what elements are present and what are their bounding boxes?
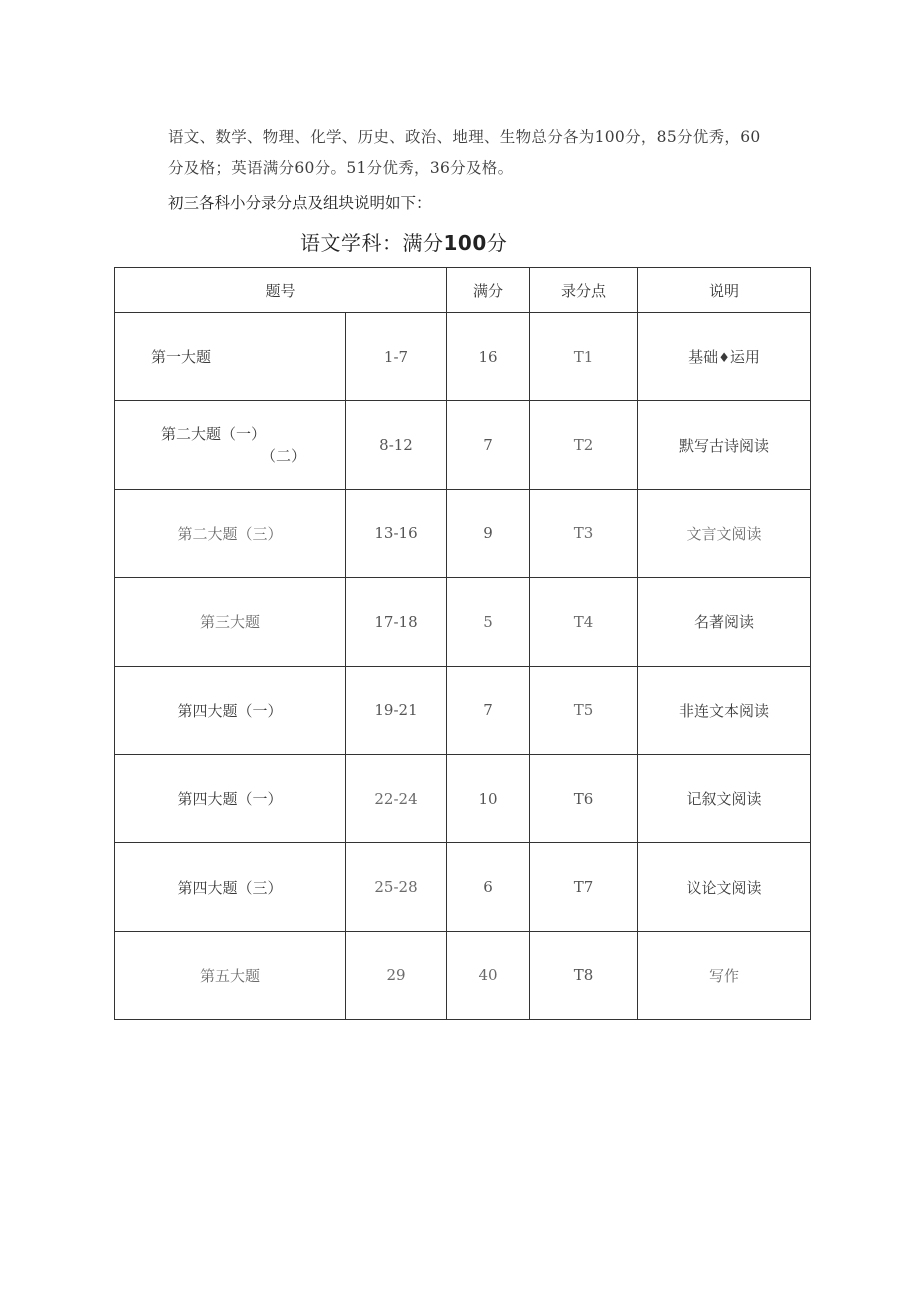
- cell-full: 9: [447, 489, 530, 577]
- header-description: 说明: [638, 268, 811, 313]
- intro-line-1: 语文、数学、物理、化学、历史、政治、地理、生物总分各为100分，85分优秀，60: [168, 128, 761, 146]
- cell-desc: 议论文阅读: [638, 843, 811, 931]
- cell-section-line-1: 第二大题（一）: [161, 425, 267, 444]
- table-title-suffix: 分: [486, 231, 508, 255]
- cell-desc: 非连文本阅读: [638, 666, 811, 754]
- cell-desc: 名著阅读: [638, 578, 811, 666]
- cell-entry: T1: [530, 313, 638, 401]
- cell-full: 5: [447, 578, 530, 666]
- cell-entry: T6: [530, 754, 638, 842]
- cell-entry: T2: [530, 401, 638, 489]
- cell-range: 17-18: [346, 578, 447, 666]
- cell-desc: [638, 313, 811, 401]
- cell-section-line-2: （二）: [261, 447, 307, 466]
- cell-section: 第四大题（三）: [115, 843, 346, 931]
- cell-entry: T4: [530, 578, 638, 666]
- table-row: [115, 666, 811, 754]
- cell-full: 16: [447, 313, 530, 401]
- cell-desc: 文言文阅读: [638, 489, 811, 577]
- table-title-prefix: 语文学科：满分: [300, 231, 444, 255]
- cell-section: 第二大题（三）: [115, 489, 346, 577]
- cell-range: 22-24: [346, 754, 447, 842]
- cell-entry: T7: [530, 843, 638, 931]
- table-title-score: 100: [443, 231, 487, 255]
- header-full-score: 满分: [447, 268, 530, 313]
- cell-desc-part-b: 运用: [729, 348, 760, 367]
- cell-desc: 记叙文阅读: [638, 754, 811, 842]
- cell-range: 25-28: [346, 843, 447, 931]
- cell-entry: T8: [530, 931, 638, 1019]
- diamond-icon: ♦: [718, 351, 730, 367]
- table-title: [300, 228, 507, 258]
- cell-section: 第四大题（一）: [115, 754, 346, 842]
- cell-desc: 默写古诗阅读: [638, 401, 811, 489]
- section-subheading: 初三各科小分录分点及组块说明如下：: [168, 194, 432, 212]
- cell-entry: T3: [530, 489, 638, 577]
- table-row: [115, 754, 811, 842]
- cell-section: 第三大题: [115, 578, 346, 666]
- cell-range: 19-21: [346, 666, 447, 754]
- cell-range: 1-7: [346, 313, 447, 401]
- cell-full: 6: [447, 843, 530, 931]
- cell-desc: 写作: [638, 931, 811, 1019]
- cell-full: 7: [447, 401, 530, 489]
- cell-section: 第五大题: [115, 931, 346, 1019]
- cell-full: 7: [447, 666, 530, 754]
- table-row: [115, 401, 811, 489]
- cell-desc-part-a: 基础: [688, 348, 719, 367]
- table-header-row: [115, 268, 811, 313]
- table-row: [115, 578, 811, 666]
- cell-range: 29: [346, 931, 447, 1019]
- cell-section: 第四大题（一）: [115, 666, 346, 754]
- cell-full: 10: [447, 754, 530, 842]
- score-table: [114, 267, 811, 1020]
- header-question: 题号: [115, 268, 447, 313]
- intro-line-2: 分及格；英语满分60分。51分优秀，36分及格。: [168, 159, 514, 177]
- table-row: [115, 489, 811, 577]
- table-row: [115, 843, 811, 931]
- cell-range: 8-12: [346, 401, 447, 489]
- table-row: [115, 931, 811, 1019]
- cell-section: 第一大题: [115, 313, 346, 401]
- header-entry-point: 录分点: [530, 268, 638, 313]
- intro-paragraph: [168, 122, 808, 184]
- cell-full: 40: [447, 931, 530, 1019]
- cell-section: [115, 401, 346, 489]
- cell-range: 13-16: [346, 489, 447, 577]
- cell-entry: T5: [530, 666, 638, 754]
- table-row: [115, 313, 811, 401]
